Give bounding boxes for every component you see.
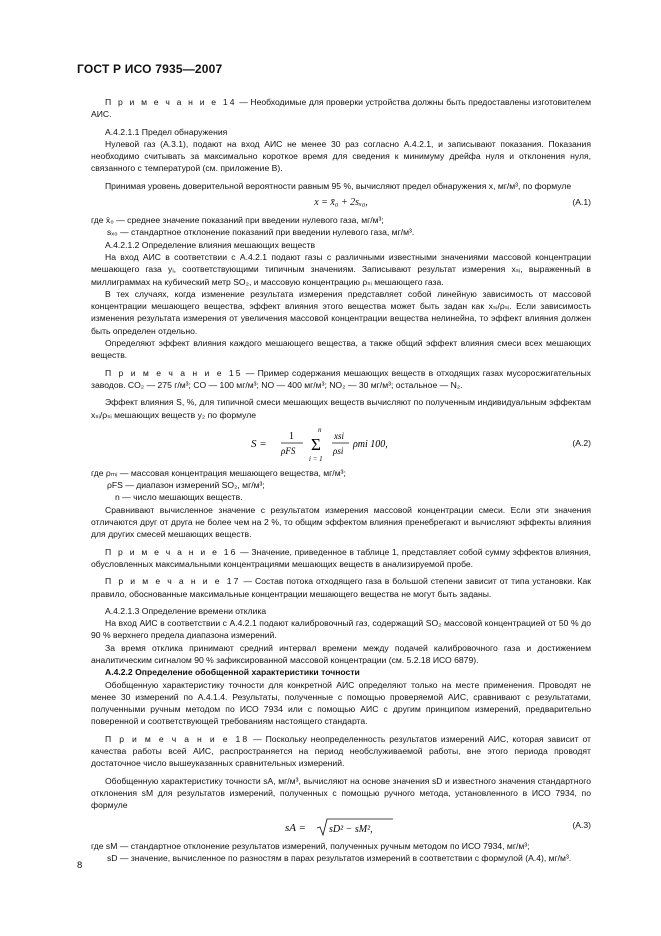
paragraph: Сравнивают вычисленное значение с результатом измерения массовой концентрации смеси. Если эти значения отличаются друг от друга не более чем на 2 %, то общим эффектом влияния пренебрегают и вычисляют эффекты влияния для других смесей мешающих веществ. — [91, 504, 591, 540]
formula-number: (А.2) — [572, 437, 591, 448]
formula-a2 — [91, 425, 591, 465]
page-header: ГОСТ Р ИСО 7935—2007 — [77, 62, 223, 76]
note-16 — [91, 546, 591, 571]
paragraph: Нулевой газ (А.3.1), подают на вход АИС не менее 30 раз согласно А.4.2.1, и записывают показания. Показания необходимо считывать за максимально короткое время для сведения к минимуму дрейфа нуля и отклонения нуля, связанного с температурой (см. приложение В). — [91, 138, 591, 174]
definition: ρFS — диапазон измерений SO₂, мг/м³; — [107, 480, 265, 491]
page-body — [91, 96, 591, 864]
formula-lhs: S = — [251, 437, 267, 450]
formula-a2-graphic — [241, 425, 441, 465]
note-text: — Состав потока отходящего газа в большой степени зависит от типа установки. Как правило, обоснованные максимальные концентрации мешающего вещества не могут быть заданы. — [91, 576, 591, 599]
note-14 — [91, 96, 591, 121]
note-18 — [91, 733, 591, 770]
fraction-numerator: 1 — [289, 430, 294, 442]
section-title: А.4.2.1.1 Предел обнаружения — [105, 126, 228, 137]
fraction-denominator: ρsi — [333, 445, 344, 456]
note-17 — [91, 575, 591, 600]
fraction-denominator: ρFS — [281, 445, 296, 456]
page-number: 8 — [77, 860, 83, 871]
paragraph: За время отклика принимают средний интервал времени между подачей калибровочного газа и достижением аналитическим сигналом 90 % зафиксированной массовой концентрации (см. 5.2.18 ИСО 6879). — [91, 642, 591, 665]
note-text: — Поскольку неопределенность результатов измерений АИС, которая зависит от качества работы всей АИС, распространяется на период необслуживаемой работы, вне этого периода проводят достаточное число вышеуказанных сравнительных измерений. — [91, 733, 591, 769]
section-title: А.4.2.1.3 Определение времени отклика — [105, 605, 267, 616]
formula-a1 — [91, 196, 591, 212]
note-15 — [91, 367, 591, 392]
note-text: — Пример содержания мешающих веществ в отходящих газах мусоросжигательных заводов. CO₂ — 275 г/м³; CO — 100 мг/м³; NO — 400 мг/м³; NO₂ — 30 мг/м³; остальное — N₂. — [91, 367, 591, 390]
note-text: — Необходимые для проверки устройства должны быть предоставлены изготовителем АИС. — [91, 97, 591, 120]
note-label: П р и м е ч а н и е 15 — [105, 367, 243, 378]
definition: где sM — стандартное отклонение результатов измерений, полученных ручным методом по ИСО 7934, мг/м³; — [91, 840, 530, 851]
fraction-numerator: xsi — [334, 430, 344, 441]
paragraph: Эффект влияния S, %, для типичной смеси мешающих веществ вычисляют по полученным индивидуальным эффектам xₛᵢ/ρₛᵢ мешающих веществ y₂ по формуле — [91, 397, 591, 420]
note-label: П р и м е ч а н и е 14 — [105, 97, 237, 107]
radicand: sD² − sM², — [329, 823, 373, 835]
section-title-bold: А.4.2.2 Определение обобщенной характеристики точности — [105, 667, 360, 678]
paragraph: Принимая уровень доверительной вероятности равным 95 %, вычисляют предел обнаружения x, мг/м³, по формуле — [105, 180, 572, 191]
paragraph: На вход АИС в соответствии с А.4.2.1 подают калибровочный газ, содержащий SO₂ массовой концентрацией от 50 % до 90 % верхнего предела диапазона измерений. — [91, 618, 591, 641]
definition: n — число мешающих веществ. — [115, 492, 243, 503]
definition: где ρₘᵢ — массовая концентрация мешающего вещества, мг/м³; — [91, 467, 346, 478]
formula-a3 — [91, 816, 591, 838]
sum-upper-limit: n — [318, 425, 322, 434]
formula-number: (А.1) — [572, 197, 591, 208]
note-label: П р и м е ч а н и е 18 — [105, 733, 250, 744]
formula-lhs: sA = — [285, 821, 306, 834]
definition: sD — значение, вычисленное по разностям в парах результатов измерений в соответствии с формулой (А.4), мг/м³. — [107, 852, 572, 863]
note-label: П р и м е ч а н и е 17 — [105, 576, 241, 587]
paragraph: В тех случаях, когда изменение результата измерения представляет собой линейную зависимость от массовой концентрации мешающего вещества, эффект влияния этого вещества может быть задан как xₛᵢ/ρₛᵢ. Если зависимость изменения результата измерения от увеличения массовой концентрации вещества нелинейна, то эффект влияния должен быть определен отдельно. — [91, 288, 591, 336]
paragraph: На вход АИС в соответствии с А.4.2.1 подают газы с различными известными значениями массовой концентрации мешающего газа yᵢ, соответствующими типичным значениям. Записывают результат измерения xₛᵢ, выраженный в миллиграммах на кубический метр SO₂, и массовую концентрацию ρₛᵢ мешающего газа. — [91, 251, 591, 287]
definition: sₓ₀ — стандартное отклонение показаний при введении нулевого газа, мг/м³. — [107, 227, 415, 238]
formula-number: (А.3) — [572, 819, 591, 830]
note-text: — Значение, приведенное в таблице 1, представляет собой сумму эффектов влияния, обусловленных максимальными концентрациями мешающих веществ в анализируемой пробе. — [91, 546, 591, 569]
sum-lower-limit: i = 1 — [309, 454, 323, 463]
note-label: П р и м е ч а н и е 16 — [105, 546, 238, 557]
section-title: А.4.2.1.2 Определение влияния мешающих веществ — [105, 239, 316, 250]
paragraph: Обобщенную характеристику точности для конкретной АИС определяют только на месте применения. Проводят не менее 30 измерений по А.4.1.4. Результаты, полученные с помощью проверяемой АИС, сравнивают с результатами, полученными ручным методом по ИСО 7934 или с помощью АИС с другим принципом измерений, предварительно поверенной и соответствующей требованиям настоящего стандарта. — [91, 679, 591, 727]
definition: где x̄₀ — среднее значение показаний при введении нулевого газа, мг/м³; — [91, 215, 384, 226]
paragraph: Определяют эффект влияния каждого мешающего вещества, а также общий эффект влияния смеси всех мешающих веществ. — [91, 338, 591, 361]
paragraph: Обобщенную характеристику точности sA, мг/м³, вычисляют на основе значения sD и известного значения стандартного отклонения sM для результатов измерений, полученных с помощью ручного метода, установленного в ИСО 7934, по формуле — [91, 775, 591, 811]
formula-tail: ρmi 100, — [353, 438, 388, 450]
formula-a3-graphic — [281, 816, 401, 838]
sum-sign: Σ — [311, 434, 321, 454]
formula-body: x = x̄₀ + 2sₓ₀, — [314, 197, 368, 209]
